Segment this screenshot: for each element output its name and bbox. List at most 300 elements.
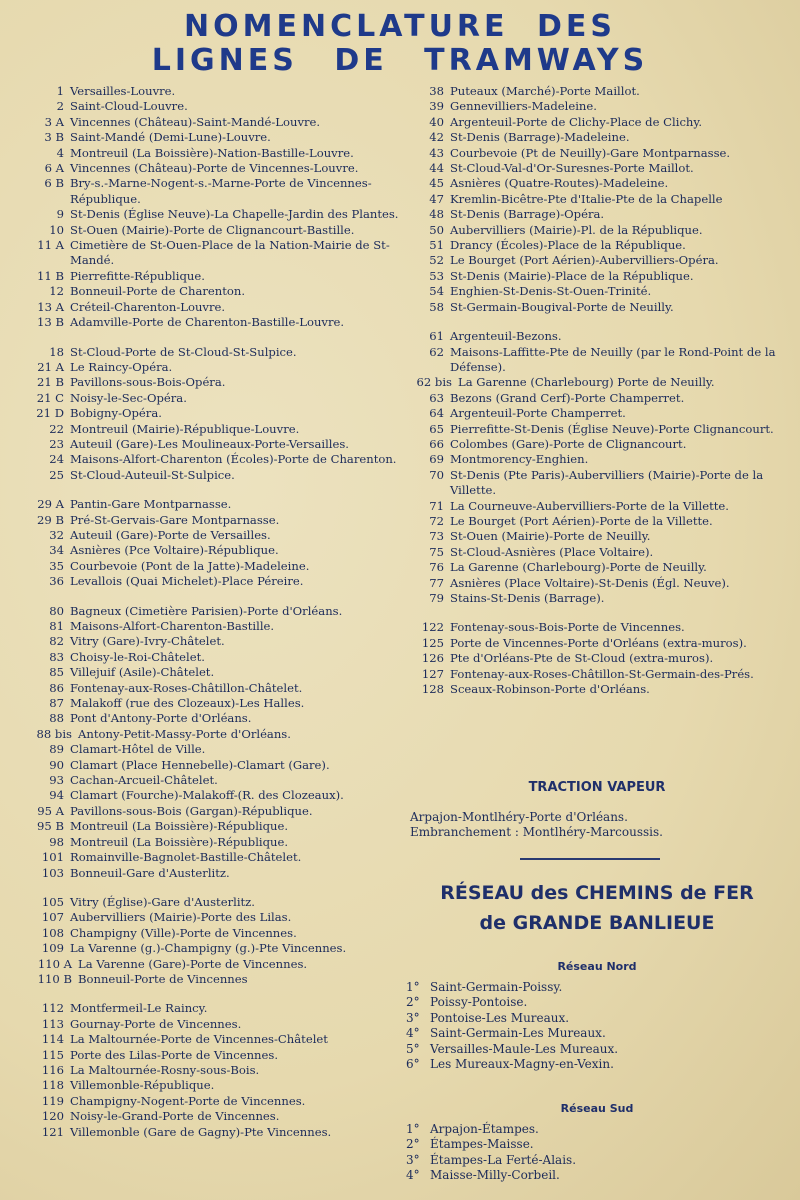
tram-line-row	[32, 497, 402, 512]
line-number: 65	[429, 421, 444, 436]
line-route: Aubervilliers (Mairie)-Porte des Lilas.	[70, 910, 292, 925]
line-route: La Maltournée-Porte de Vincennes-Châtelet	[70, 1032, 328, 1047]
tram-line-row	[412, 269, 790, 284]
tram-line-row	[412, 146, 790, 161]
railway-line-route: Les Mureaux-Magny-en-Vexin.	[430, 1057, 614, 1072]
line-number: 125	[421, 635, 444, 650]
line-route: Asnières (Pce Voltaire)-République.	[70, 543, 279, 558]
line-number: 110 B	[37, 971, 72, 986]
line-route: Asnières (Place Voltaire)-St-Denis (Égl. Neuve).	[450, 575, 730, 590]
line-number: 44	[429, 161, 444, 176]
tram-line-row	[32, 176, 402, 207]
tram-line-row	[32, 696, 402, 711]
line-route: Cachan-Arcueil-Châtelet.	[70, 773, 218, 788]
line-route: La Varenne (g.)-Champigny (g.)-Pte Vincennes.	[70, 941, 347, 956]
tram-line-row	[32, 619, 402, 634]
tram-line-row	[412, 422, 790, 437]
line-route: Montmorency-Enghien.	[450, 452, 589, 467]
tram-line-row	[32, 161, 402, 176]
line-route: Courbevoie (Pt de Neuilly)-Gare Montparnasse.	[450, 145, 731, 160]
line-number: 10	[49, 222, 64, 237]
railway-line-route: Versailles-Maule-Les Mureaux.	[430, 1041, 619, 1056]
line-number: 40	[429, 114, 444, 129]
line-route: Champigny (Ville)-Porte de Vincennes.	[70, 925, 297, 940]
tram-line-row	[32, 788, 402, 803]
tram-line-row	[32, 758, 402, 773]
line-number: 79	[429, 591, 444, 605]
line-number: 18	[49, 344, 64, 359]
tram-line-row	[32, 1017, 402, 1032]
railway-line-number: 6°	[406, 1057, 420, 1072]
tram-line-row	[412, 329, 790, 344]
tram-line-row	[32, 406, 402, 421]
tram-line-row	[32, 773, 402, 788]
tram-line-row	[412, 192, 790, 207]
railway-line-row	[406, 1137, 576, 1152]
line-route: Fontenay-aux-Roses-Châtillon-St-Germain-des-Prés.	[450, 666, 754, 681]
line-route: Clamart (Place Hennebelle)-Clamart (Gare).	[70, 757, 330, 772]
line-number: 25	[49, 467, 64, 482]
tram-line-row	[412, 651, 790, 666]
line-number: 95 A	[37, 803, 64, 818]
line-route: Montreuil (Mairie)-République-Louvre.	[70, 421, 300, 436]
line-number: 108	[41, 925, 64, 940]
tram-line-row	[412, 284, 790, 299]
reseau-title-2: de GRANDE BANLIEUE	[479, 912, 715, 934]
line-route: St-Denis (Mairie)-Place de la République.	[450, 268, 694, 283]
line-number: 86	[49, 680, 64, 695]
tram-line-row	[412, 300, 790, 315]
line-route: Porte de Vincennes-Porte d'Orléans (extra-muros).	[450, 635, 747, 650]
line-number: 9	[56, 207, 64, 222]
line-number: 51	[429, 238, 444, 253]
line-number: 95 B	[37, 819, 64, 834]
line-route: Bonneuil-Gare d'Austerlitz.	[70, 865, 230, 880]
tram-line-row	[32, 99, 402, 114]
railway-line-row	[406, 1153, 576, 1168]
line-number: 35	[49, 558, 64, 573]
line-route: Vincennes (Château)-Saint-Mandé-Louvre.	[70, 114, 321, 129]
line-route: Puteaux (Marché)-Porte Maillot.	[450, 84, 640, 98]
tram-line-row	[412, 591, 790, 606]
line-route: Vitry (Gare)-Ivry-Châtelet.	[70, 634, 225, 649]
railway-line-row	[406, 1122, 576, 1137]
tram-line-row	[32, 115, 402, 130]
tram-line-row	[32, 1048, 402, 1063]
line-number: 11 B	[37, 268, 64, 283]
tram-line-row	[32, 528, 402, 543]
tram-line-row	[32, 223, 402, 238]
line-number: 21 C	[36, 390, 64, 405]
line-number: 54	[429, 284, 444, 299]
tram-line-row	[412, 529, 790, 544]
line-route: Romainville-Bagnolet-Bastille-Châtelet.	[70, 850, 302, 865]
tram-line-row	[32, 300, 402, 315]
railway-line-route: Poissy-Pontoise.	[430, 995, 528, 1010]
line-number: 69	[429, 452, 444, 467]
line-number: 85	[49, 665, 64, 680]
tram-line-row	[32, 574, 402, 589]
group-gap	[32, 590, 402, 604]
line-route: St-Ouen (Mairie)-Porte de Clignancourt-Bastille.	[70, 222, 355, 237]
tram-line-row	[32, 559, 402, 574]
line-number: 83	[49, 649, 64, 664]
railway-line-number: 3°	[406, 1010, 420, 1025]
line-route: Saint-Cloud-Louvre.	[70, 99, 188, 114]
railway-line-row	[406, 995, 618, 1010]
line-route: Montreuil (La Boissière)-Nation-Bastille-Louvre.	[70, 145, 354, 160]
tram-line-row	[32, 513, 402, 528]
line-route: Saint-Mandé (Demi-Lune)-Louvre.	[70, 130, 271, 145]
railway-line-route: Étampes-Maisse.	[430, 1137, 534, 1152]
tram-line-row	[412, 176, 790, 191]
line-route: Maisons-Alfort-Charenton (Écoles)-Porte de Charenton.	[70, 452, 397, 467]
reseau-nord-list	[406, 980, 618, 1072]
railway-line-number: 2°	[406, 1137, 420, 1152]
line-route: Pavillons-sous-Bois (Gargan)-République.	[70, 803, 313, 818]
line-number: 64	[429, 406, 444, 421]
railway-line-row	[406, 1026, 618, 1041]
tram-line-row	[412, 238, 790, 253]
line-route: Montreuil (La Boissière)-République.	[70, 819, 289, 834]
line-route: Colombes (Gare)-Porte de Clignancourt.	[450, 436, 687, 451]
line-number: 105	[41, 894, 64, 909]
vapeur-lines	[410, 810, 663, 840]
line-number: 50	[429, 222, 444, 237]
tram-line-row	[32, 866, 402, 881]
line-number: 87	[49, 696, 64, 711]
tram-line-row	[412, 636, 790, 651]
tram-line-row	[32, 804, 402, 819]
tram-line-row	[412, 130, 790, 145]
tram-line-row	[412, 499, 790, 514]
line-number: 116	[41, 1062, 64, 1077]
line-route: Pantin-Gare Montparnasse.	[70, 497, 232, 512]
line-number: 48	[429, 207, 444, 222]
group-gap	[32, 483, 402, 497]
tram-line-row	[412, 391, 790, 406]
line-route: Auteuil (Gare)-Les Moulineaux-Porte-Versailles.	[70, 436, 349, 451]
line-number: 75	[429, 544, 444, 559]
line-route: St-Denis (Barrage)-Opéra.	[450, 207, 605, 222]
tram-line-row	[412, 115, 790, 130]
line-number: 58	[429, 299, 444, 314]
line-number: 120	[41, 1109, 64, 1124]
line-route: Noisy-le-Grand-Porte de Vincennes.	[70, 1109, 280, 1124]
tram-line-row	[32, 452, 402, 467]
tram-line-row	[32, 941, 402, 956]
tram-line-row	[32, 650, 402, 665]
railway-line-row	[406, 1057, 618, 1072]
vapeur-title: TRACTION VAPEUR	[528, 780, 666, 795]
tram-line-row	[32, 681, 402, 696]
tram-line-row	[412, 375, 790, 390]
tram-line-row	[32, 604, 402, 619]
railway-line-route: Saint-Germain-Les Mureaux.	[430, 1026, 606, 1041]
tram-line-row	[32, 375, 402, 390]
line-route: La Garenne (Charlebourg)-Porte de Neuilly.	[450, 560, 707, 575]
tram-line-row	[32, 634, 402, 649]
line-number: 107	[41, 910, 64, 925]
tram-line-row	[412, 345, 790, 376]
line-route: La Garenne (Charlebourg) Porte de Neuilly.	[458, 375, 715, 390]
line-route: St-Cloud-Auteuil-St-Sulpice.	[70, 467, 235, 482]
tram-line-row	[32, 468, 402, 483]
line-number: 82	[49, 634, 64, 649]
line-number: 12	[49, 284, 64, 299]
line-route: Montreuil (La Boissière)-République.	[70, 834, 289, 849]
line-route: Stains-St-Denis (Barrage).	[450, 591, 605, 605]
tram-line-row	[412, 253, 790, 268]
line-route: Maisons-Laffitte-Pte de Neuilly (par le Rond-Point de la Défense).	[450, 344, 776, 374]
line-number: 66	[429, 436, 444, 451]
railway-line-route: Saint-Germain-Poissy.	[430, 980, 563, 994]
line-route: Levallois (Quai Michelet)-Place Péreire.	[70, 574, 304, 589]
line-route: Auteuil (Gare)-Porte de Versailles.	[70, 527, 271, 542]
line-number: 13 A	[37, 299, 64, 314]
tram-line-row	[32, 926, 402, 941]
tram-line-row	[32, 1094, 402, 1109]
tram-line-row	[32, 742, 402, 757]
line-number: 122	[421, 620, 444, 635]
tram-line-row	[32, 910, 402, 925]
line-number: 118	[41, 1078, 64, 1093]
line-number: 29 B	[37, 512, 64, 527]
line-number: 126	[421, 651, 444, 666]
line-number: 4	[56, 145, 64, 160]
line-number: 43	[429, 145, 444, 160]
tram-line-row	[32, 1063, 402, 1078]
tram-line-row	[32, 1109, 402, 1124]
line-route: Pré-St-Gervais-Gare Montparnasse.	[70, 512, 280, 527]
line-number: 53	[429, 268, 444, 283]
line-number: 119	[41, 1093, 64, 1108]
line-route: Clamart (Fourche)-Malakoff-(R. des Clozeaux).	[70, 788, 344, 803]
right-column	[412, 84, 790, 697]
reseau-sud-list	[406, 1122, 576, 1184]
line-number: 47	[429, 191, 444, 206]
tram-line-row	[412, 545, 790, 560]
tram-line-row	[412, 99, 790, 114]
line-route: Gournay-Porte de Vincennes.	[70, 1016, 242, 1031]
line-number: 3 B	[44, 130, 64, 145]
line-number: 29 A	[37, 497, 64, 512]
line-number: 39	[429, 99, 444, 114]
tram-line-row	[32, 315, 402, 330]
group-gap	[32, 987, 402, 1001]
tram-line-row	[32, 819, 402, 834]
line-number: 115	[41, 1047, 64, 1062]
line-number: 81	[49, 619, 64, 633]
line-number: 36	[49, 574, 64, 589]
line-number: 21 D	[36, 406, 64, 421]
line-number: 22	[49, 421, 64, 436]
line-number: 45	[429, 176, 444, 191]
line-number: 127	[421, 666, 444, 681]
tram-line-row	[32, 1032, 402, 1047]
tram-line-row	[32, 895, 402, 910]
tram-line-row	[32, 207, 402, 222]
tram-line-row	[32, 711, 402, 726]
line-number: 112	[41, 1001, 64, 1016]
line-number: 93	[49, 773, 64, 788]
line-route: Pavillons-sous-Bois-Opéra.	[70, 375, 226, 390]
tram-line-row	[32, 391, 402, 406]
line-number: 128	[421, 682, 444, 697]
line-number: 13 B	[37, 315, 64, 330]
line-number: 71	[429, 498, 444, 513]
line-number: 89	[49, 742, 64, 757]
line-number: 77	[429, 575, 444, 590]
line-route: St-Germain-Bougival-Porte de Neuilly.	[450, 299, 674, 314]
tram-line-row	[32, 437, 402, 452]
line-number: 103	[41, 865, 64, 880]
railway-line-route: Étampes-La Ferté-Alais.	[430, 1152, 577, 1167]
tram-line-row	[32, 835, 402, 850]
line-number: 70	[429, 467, 444, 482]
line-route: Fontenay-aux-Roses-Châtillon-Châtelet.	[70, 680, 303, 695]
railway-line-row	[406, 1168, 576, 1183]
railway-line-route: Pontoise-Les Mureaux.	[430, 1010, 570, 1025]
railway-line-row	[406, 1042, 618, 1057]
line-number: 62	[429, 344, 444, 359]
tram-line-row	[32, 543, 402, 558]
tram-line-row	[412, 207, 790, 222]
line-number: 3 A	[44, 114, 64, 129]
line-number: 110 A	[37, 956, 72, 971]
line-number: 101	[41, 850, 64, 865]
divider	[520, 858, 660, 860]
line-route: Champigny-Nogent-Porte de Vincennes.	[70, 1093, 306, 1108]
vapeur-line-1: Arpajon-Montlhéry-Porte d'Orléans.	[410, 810, 628, 824]
line-route: Antony-Petit-Massy-Porte d'Orléans.	[78, 726, 291, 741]
line-number: 114	[41, 1032, 64, 1047]
line-route: Le Bourget (Port Aérien)-Aubervilliers-Opéra.	[450, 253, 719, 268]
line-route: St-Cloud-Val-d'Or-Suresnes-Porte Maillot.	[450, 161, 694, 176]
tram-line-row	[32, 1001, 402, 1016]
line-number: 32	[49, 527, 64, 542]
line-route: Le Bourget (Port Aérien)-Porte de la Villette.	[450, 513, 713, 528]
line-number: 6 B	[44, 176, 64, 191]
line-number: 62 bis	[416, 375, 452, 390]
line-route: Argenteuil-Porte de Clichy-Place de Clichy.	[450, 114, 703, 129]
line-number: 88 bis	[36, 726, 72, 741]
line-route: Aubervilliers (Mairie)-Pl. de la République.	[450, 222, 703, 237]
line-number: 6 A	[44, 161, 64, 176]
group-gap	[32, 881, 402, 895]
tram-line-row	[412, 576, 790, 591]
tram-line-row	[32, 1078, 402, 1093]
tram-line-row	[32, 269, 402, 284]
line-number: 98	[49, 834, 64, 849]
line-route: St-Denis (Barrage)-Madeleine.	[450, 130, 630, 145]
tram-line-row	[412, 560, 790, 575]
reseau-nord-title: Réseau Nord	[557, 960, 637, 973]
railway-line-route: Maisse-Milly-Corbeil.	[430, 1168, 560, 1183]
line-number: 23	[49, 436, 64, 451]
line-route: St-Denis (Pte Paris)-Aubervilliers (Mairie)-Porte de la Villette.	[450, 467, 764, 498]
line-route: St-Cloud-Porte de St-Cloud-St-Sulpice.	[70, 344, 297, 359]
railway-line-number: 2°	[406, 995, 420, 1010]
line-route: Courbevoie (Pont de la Jatte)-Madeleine.	[70, 558, 310, 573]
tram-line-row	[412, 667, 790, 682]
line-route: Kremlin-Bicêtre-Pte d'Italie-Pte de la Chapelle	[450, 191, 723, 206]
line-route: Fontenay-sous-Bois-Porte de Vincennes.	[450, 620, 685, 635]
tram-line-row	[412, 437, 790, 452]
tram-line-row	[412, 514, 790, 529]
line-route: St-Denis (Église Neuve)-La Chapelle-Jardin des Plantes.	[70, 207, 399, 222]
tram-line-row	[32, 1125, 402, 1140]
line-number: 94	[49, 788, 64, 803]
line-number: 109	[41, 941, 64, 956]
line-number: 1	[56, 84, 64, 98]
line-number: 24	[49, 452, 64, 467]
tram-line-row	[32, 850, 402, 865]
line-number: 34	[49, 543, 64, 558]
line-route: Montfermeil-Le Raincy.	[70, 1001, 208, 1016]
vapeur-line-2: Embranchement : Montlhéry-Marcoussis.	[410, 825, 663, 839]
title-line-1: NOMENCLATURE DES	[184, 9, 616, 44]
tram-line-row	[32, 972, 402, 987]
reseau-title-1: RÉSEAU des CHEMINS de FER	[440, 882, 754, 904]
line-number: 88	[49, 711, 64, 726]
line-route: Pte d'Orléans-Pte de St-Cloud (extra-muros).	[450, 651, 714, 666]
line-route: Adamville-Porte de Charenton-Bastille-Louvre.	[70, 315, 345, 330]
left-column	[32, 84, 402, 1140]
line-route: La Courneuve-Aubervilliers-Porte de la Villette.	[450, 498, 729, 513]
line-number: 21 B	[37, 375, 64, 390]
line-number: 73	[429, 529, 444, 544]
group-gap	[32, 331, 402, 345]
line-route: Noisy-le-Sec-Opéra.	[70, 390, 187, 405]
line-number: 72	[429, 513, 444, 528]
line-route: St-Cloud-Asnières (Place Voltaire).	[450, 544, 654, 559]
line-route: Cimetière de St-Ouen-Place de la Nation-Mairie de St-Mandé.	[70, 238, 390, 268]
line-route: Argenteuil-Porte Champerret.	[450, 406, 626, 421]
railway-line-row	[406, 1011, 618, 1026]
line-route: Pont d'Antony-Porte d'Orléans.	[70, 711, 252, 726]
tram-line-row	[32, 146, 402, 161]
group-gap	[412, 606, 790, 620]
railway-line-row	[406, 980, 618, 995]
line-route: Créteil-Charenton-Louvre.	[70, 299, 226, 314]
line-route: Clamart-Hôtel de Ville.	[70, 742, 206, 757]
railway-line-number: 5°	[406, 1041, 420, 1056]
line-number: 76	[429, 560, 444, 575]
tram-line-row	[412, 468, 790, 499]
line-number: 80	[49, 603, 64, 618]
tram-line-row	[32, 284, 402, 299]
line-route: Sceaux-Robinson-Porte d'Orléans.	[450, 682, 650, 697]
line-route: Gennevilliers-Madeleine.	[450, 99, 597, 114]
line-number: 121	[41, 1124, 64, 1139]
line-route: Le Raincy-Opéra.	[70, 359, 173, 374]
tram-line-row	[32, 665, 402, 680]
railway-line-number: 1°	[406, 1122, 420, 1136]
tram-line-row	[412, 223, 790, 238]
line-route: Pierrefitte-République.	[70, 268, 205, 283]
line-route: Asnières (Quatre-Routes)-Madeleine.	[450, 176, 669, 191]
line-number: 113	[41, 1016, 64, 1031]
line-number: 61	[429, 329, 444, 344]
tram-line-row	[32, 422, 402, 437]
line-number: 90	[49, 757, 64, 772]
reseau-sud-title: Réseau Sud	[560, 1102, 634, 1115]
line-route: Bobigny-Opéra.	[70, 406, 162, 421]
tram-line-row	[32, 345, 402, 360]
tram-line-row	[412, 84, 790, 99]
tram-line-row	[32, 238, 402, 269]
